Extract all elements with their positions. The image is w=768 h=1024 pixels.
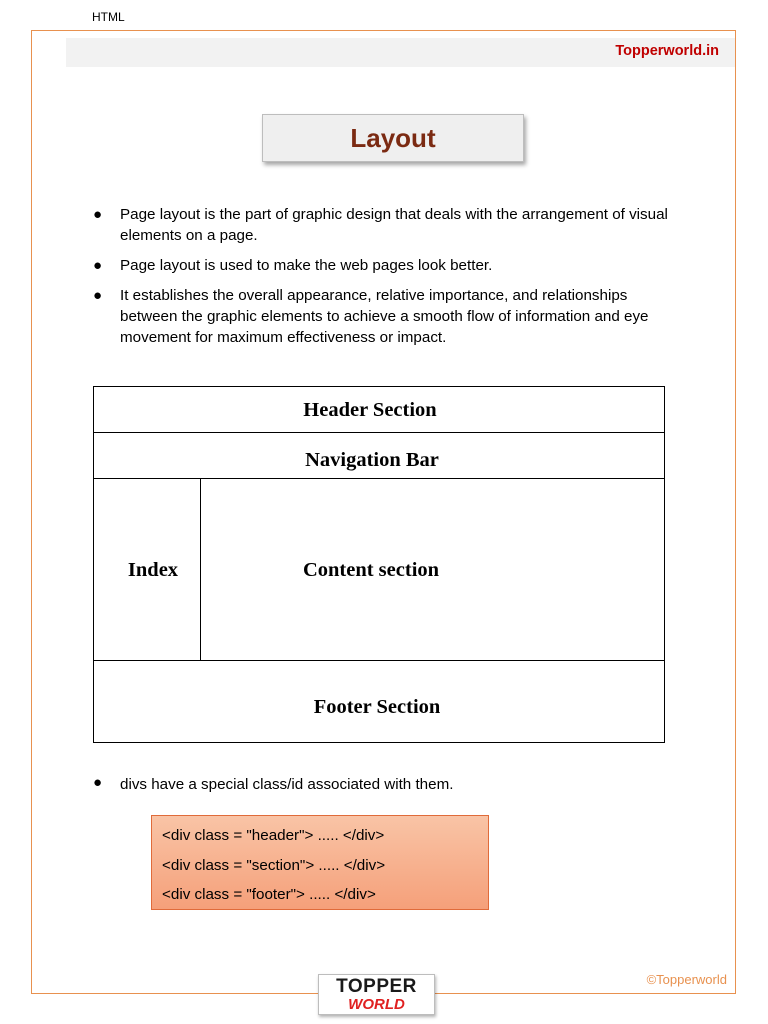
diagram-divider	[200, 478, 201, 660]
code-line: <div class = "header"> ..... </div>	[162, 827, 385, 844]
diagram-index-label: Index	[127, 559, 179, 581]
diagram-header-label: Header Section	[303, 399, 437, 421]
diagram-divider	[94, 432, 664, 433]
list-item	[92, 285, 682, 348]
brand-bar	[66, 38, 735, 67]
diagram-content-label: Content section	[302, 559, 440, 581]
list-item	[92, 255, 682, 276]
topperworld-logo	[318, 974, 435, 1015]
bullet-text: It establishes the overall appearance, relative importance, and relationships between the graphic elements to achieve a smooth flow of information and eye movement for maximum effectiveness or impact.	[120, 287, 649, 346]
code-example-box	[151, 815, 489, 910]
copyright-text: ©Topperworld	[646, 972, 727, 987]
layout-diagram	[93, 386, 665, 743]
diagram-divider	[94, 660, 664, 661]
bullet-icon: ●	[93, 774, 103, 791]
title-box	[262, 114, 524, 162]
running-header-title: HTML	[92, 10, 125, 24]
bullet-text: Page layout is the part of graphic design that deals with the arrangement of visual elements on a page.	[120, 206, 668, 244]
list-item	[92, 204, 682, 246]
diagram-nav-label: Navigation Bar	[305, 449, 439, 471]
page-title: Layout	[350, 122, 436, 153]
diagram-footer-label: Footer Section	[313, 696, 441, 718]
brand-link[interactable]: Topperworld.in	[615, 43, 719, 59]
bullet-icon: ●	[93, 287, 103, 304]
bullet-icon: ●	[93, 257, 103, 274]
diagram-divider	[94, 478, 664, 479]
bullet-text: divs have a special class/id associated with them.	[120, 776, 454, 793]
bullet-text: Page layout is used to make the web pages look better.	[120, 257, 493, 274]
list-item	[92, 774, 682, 795]
bullet-icon: ●	[93, 206, 103, 223]
code-line: <div class = "footer"> ..... </div>	[162, 886, 376, 903]
code-line: <div class = "section"> ..... </div>	[162, 856, 386, 874]
logo-top-text: TOPPER	[336, 976, 417, 997]
logo-bottom-text: WORLD	[348, 996, 405, 1013]
bullet-list	[92, 204, 682, 357]
